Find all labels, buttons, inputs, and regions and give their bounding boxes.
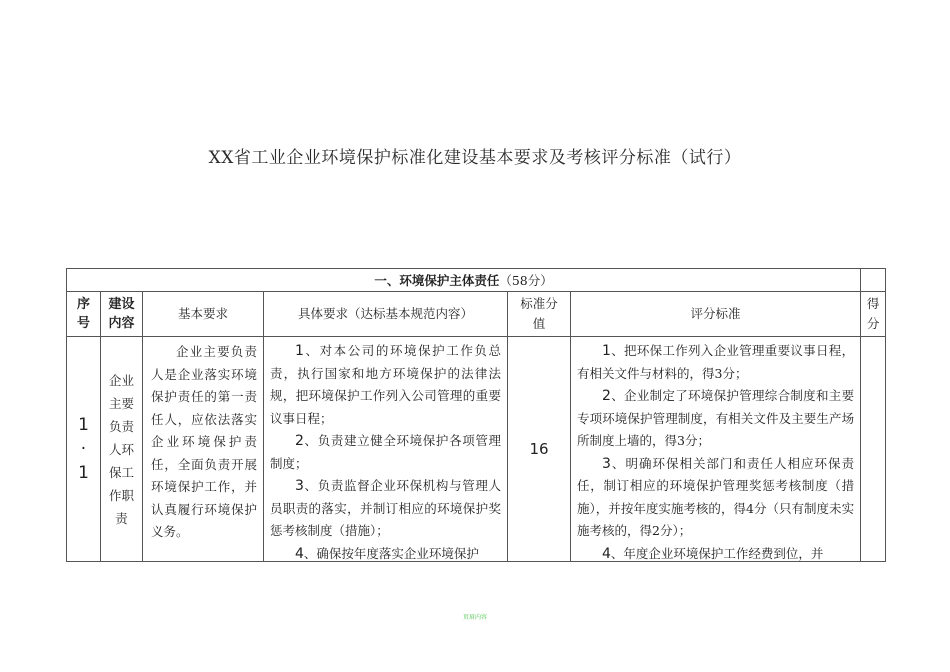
specific-item [264,337,507,430]
section-title: 一、环境保护主体责任 [374,273,500,288]
header-seq: 序号 [67,292,101,337]
specific-item-number: 3 [295,478,304,494]
header-content: 建设内容 [101,292,143,337]
section-title-cell [67,269,861,292]
criteria-item-text: 、把环保工作列入企业管理重要议事日程，有相关文件与材料的，得3分； [577,343,855,381]
specific-item-text: 、负责建立健全环境保护各项管理制度； [270,433,501,471]
table-row [67,337,886,562]
specific-item-number: 4 [295,545,304,561]
row-criteria [571,337,861,562]
row-basic: 企业主要负责人是企业落实环境保护责任的第一责任人，应依法落实企业环境保护责任，全面负责开展环境保护工作，并认真履行环境保护义务。 [143,337,264,562]
section-row [67,269,886,292]
document-title: XX省工业企业环境保护标准化建设基本要求及考核评分标准（试行） [208,148,742,168]
header-criteria: 评分标准 [571,292,861,337]
criteria-item-number: 4 [602,545,611,561]
criteria-item-number: 1 [602,343,611,359]
row-specific [264,337,508,562]
criteria-item-number: 2 [602,388,611,404]
header-row [67,292,886,337]
criteria-item-text: 、明确环保相关部门和责任人相应环保责任，制订相应的环境保护管理奖惩考核制度（措施），并按年度实施考核的，得4分（只有制度未实施考核的，得2分）； [577,455,855,538]
header-basic: 基本要求 [143,292,264,337]
criteria-item-text: 、年度企业环境保护工作经费到位，并 [610,545,824,561]
specific-item [264,543,507,562]
criteria-item-number: 3 [602,455,611,472]
standards-table [66,268,886,562]
header-score: 得分 [861,292,886,337]
row-seq: 1·1 [67,337,101,562]
specific-item [264,430,507,475]
specific-item-number: 1 [295,343,304,359]
header-specific: 具体要求（达标基本规范内容） [264,292,508,337]
specific-item-text: 、负责监督企业环保机构与管理人员职责的落实，并制订相应的环境保护奖惩考核制度（措施）； [270,478,501,538]
criteria-item [571,453,860,543]
row-standard-score: 16 [508,337,571,562]
header-standard-score: 标准分值 [508,292,571,337]
row-score [861,337,886,562]
row-content: 企业主要负责人环保工作职责 [101,337,143,562]
criteria-item [571,337,860,385]
specific-item-number: 2 [295,433,304,449]
page-footer: 页眉内容 [462,614,487,621]
specific-item-text: 、确保按年度落实企业环境保护 [303,545,479,561]
specific-item-text: 、对本公司的环境保护工作负总责，执行国家和地方环境保护的法律法规，把环境保护工作列入公司管理的重要议事日程； [270,343,501,426]
section-empty-cell [861,269,886,292]
criteria-item [571,385,860,453]
criteria-item-text: 、企业制定了环境保护管理综合制度和主要专项环境保护管理制度，有相关文件及主要生产场所制度上墙的，得3分； [577,388,855,448]
section-points: （58分） [499,273,553,288]
criteria-item [571,543,860,562]
specific-item [264,475,507,543]
